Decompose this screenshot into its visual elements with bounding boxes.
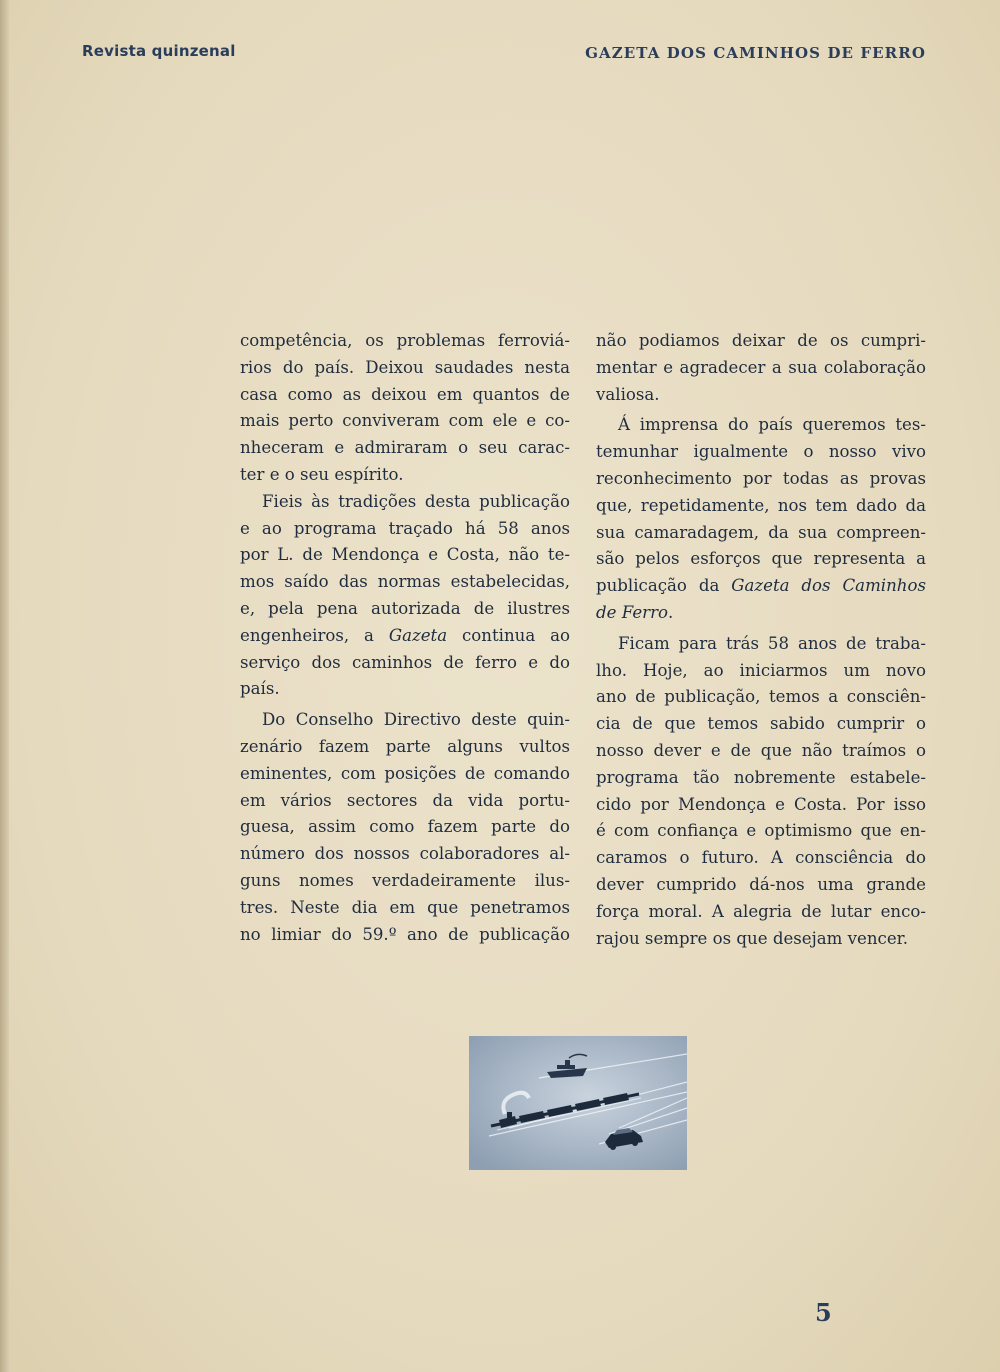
- text-line: valiosa.: [596, 384, 660, 404]
- text-run: .: [668, 602, 674, 622]
- text-line: que, repetidamente, nos tem dado da: [596, 495, 926, 515]
- text-line: tres. Neste dia em que penetramos: [240, 897, 570, 917]
- text-line: programa tão nobremente estabele-: [596, 767, 926, 787]
- text-line: cia de que temos sabido cumprir o: [596, 714, 926, 734]
- text-run: continua ao: [447, 625, 570, 645]
- text-column-left: [240, 328, 570, 948]
- text-line: força moral. A alegria de lutar enco-: [596, 901, 926, 921]
- text-line: serviço dos caminhos de ferro e do: [240, 652, 570, 672]
- text-line: cido por Mendonça e Costa. Por isso: [596, 794, 926, 814]
- text-line-with-italic: [596, 573, 926, 600]
- text-run: publicação da: [596, 576, 732, 596]
- text-line: número dos nossos colaboradores al-: [240, 844, 570, 864]
- text-line: eminentes, com posições de comando: [240, 763, 570, 783]
- paragraph-start-line: Do Conselho Directivo deste quin-: [262, 710, 570, 730]
- text-line: por L. de Mendonça e Costa, não te-: [240, 545, 570, 565]
- text-line: ter e o seu espírito.: [240, 464, 404, 484]
- text-line: mentar e agradecer a sua colaboração: [596, 357, 926, 377]
- text-line: reconhecimento por todas as provas: [596, 468, 926, 488]
- text-line: rajou sempre os que desejam vencer.: [596, 928, 909, 948]
- text-column-right: [596, 328, 926, 952]
- text-line: ano de publicação, temos a consciên-: [596, 687, 926, 707]
- transport-illustration-svg: [469, 1036, 687, 1170]
- text-line: temunhar igualmente o nosso vivo: [596, 442, 926, 462]
- page-spine-shadow: [0, 0, 9, 1372]
- text-line: lho. Hoje, ao iniciarmos um novo: [596, 660, 926, 680]
- text-line: caramos o futuro. A consciência do: [596, 848, 926, 868]
- text-line: em vários sectores da vida portu-: [240, 790, 570, 810]
- italic-title-gazeta: Gazeta dos Caminhos: [731, 576, 926, 596]
- running-header-left: Revista quinzenal: [82, 42, 236, 60]
- text-line: guns nomes verdadeiramente ilus-: [240, 870, 570, 890]
- text-line: rios do país. Deixou saudades nesta: [240, 357, 570, 377]
- text-line: e ao programa traçado há 58 anos: [240, 518, 570, 538]
- text-line: no limiar do 59.º ano de publicação: [240, 924, 570, 944]
- text-line: país.: [240, 679, 280, 699]
- paragraph-start-line: Fieis às tradições desta publicação: [262, 491, 570, 511]
- text-line: competência, os problemas ferroviá-: [240, 331, 570, 350]
- text-line: nosso dever e de que não traímos o: [596, 740, 926, 760]
- text-line-with-italic: [240, 623, 570, 650]
- text-line: nheceram e admiraram o seu carac-: [240, 438, 570, 458]
- text-line: mos saído das normas estabelecidas,: [240, 572, 570, 592]
- text-line: guesa, assim como fazem parte do: [240, 817, 570, 837]
- text-line-with-italic: [596, 600, 926, 627]
- text-run: engenheiros, a: [240, 625, 389, 645]
- text-line: dever cumprido dá-nos uma grande: [596, 874, 926, 894]
- transport-illustration: [469, 1036, 687, 1170]
- paragraph-start-line: Ficam para trás 58 anos de traba-: [618, 633, 926, 653]
- text-line: são pelos esforços que representa a: [596, 549, 926, 569]
- italic-title-gazeta: Gazeta: [388, 625, 448, 645]
- text-line: mais perto conviveram com ele e co-: [240, 411, 570, 431]
- paragraph-start-line: Á imprensa do país queremos tes-: [618, 415, 926, 435]
- text-line: sua camaradagem, da sua compreen-: [596, 522, 926, 542]
- text-line: zenário fazem parte alguns vultos: [240, 736, 570, 756]
- running-header-right: GAZETA DOS CAMINHOS DE FERRO: [585, 44, 926, 62]
- text-line: não podiamos deixar de os cumpri-: [596, 331, 926, 350]
- text-line: e, pela pena autorizada de ilustres: [240, 598, 570, 618]
- page-number: 5: [815, 1298, 832, 1327]
- text-line: é com confiança e optimismo que en-: [596, 821, 926, 841]
- italic-title-de-ferro: de Ferro: [596, 602, 668, 622]
- text-line: casa como as deixou em quantos de: [240, 384, 570, 404]
